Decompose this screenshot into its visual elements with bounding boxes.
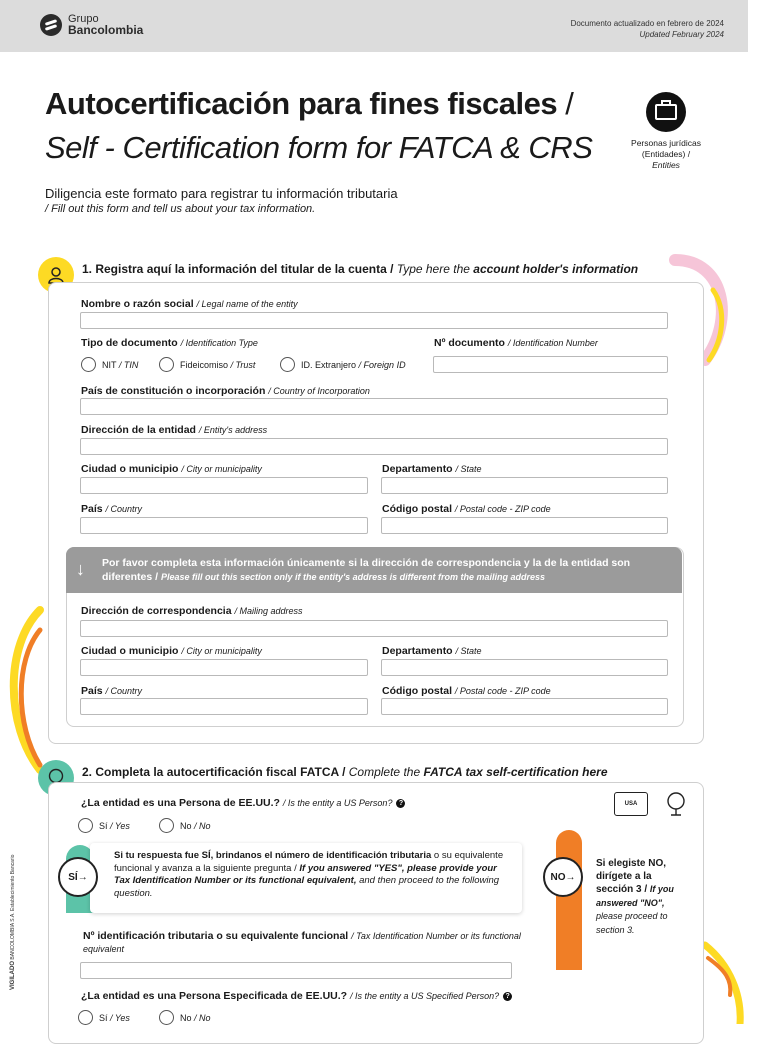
country-incorporation-field[interactable] (80, 398, 668, 415)
radio-foreign-id[interactable]: ID. Extranjero / Foreign ID (280, 357, 406, 372)
section1-title: 1. Registra aquí la información del titular de la cuenta / Type here the account holder's information (82, 262, 639, 276)
doc-number-field[interactable] (433, 356, 668, 373)
no-instructions: Si elegiste NO, dirígete a la sección 3 / If you answered "NO", please proceed to section 3. (596, 858, 674, 935)
postal-code-label: Código postal / Postal code - ZIP code (382, 503, 551, 515)
postal-code-field[interactable] (381, 517, 668, 534)
city-label: Ciudad o municipio / City or municipality (81, 463, 262, 475)
brand-line1: Grupo (68, 13, 99, 25)
doc-type-label: Tipo de documento / Identification Type (81, 337, 258, 349)
mailing-address-field[interactable] (80, 620, 668, 637)
help-icon[interactable]: ? (503, 992, 512, 1001)
logo (40, 14, 143, 36)
globe-outline-icon (664, 790, 688, 818)
state-field[interactable] (381, 477, 668, 494)
radio-us-person-yes[interactable]: Sí / Yes (78, 818, 130, 833)
intro-text: Diligencia este formato para registrar tu información tributaria / Fill out this form and tell us about your tax information. (45, 186, 398, 215)
entity-type-label: Personas jurídicas (Entidades) / Entities (631, 138, 701, 170)
radio-specified-no[interactable]: No / No (159, 1010, 211, 1025)
country-incorporation-label: País de constitución o incorporación / Country of Incorporation (81, 385, 370, 397)
doc-number-label: Nº documento / Identification Number (434, 337, 598, 349)
page-subtitle: Self - Certification form for FATCA & CRS (45, 130, 593, 165)
yes-instructions: Si tu respuesta fue SÍ, brindanos el número de identificación tributaria o su equivalente funcional y avanza a la siguiente pregunta / If you answered "YES", please provide your Tax Identification Number or its functional equivalent, and then proceed to the following question. (114, 850, 504, 899)
side-legal-text: VIGILADO BANCOLOMBIA S.A. Establecimiento Bancario (10, 854, 16, 990)
briefcase-icon (646, 92, 686, 132)
us-person-question: ¿La entidad es una Persona de EE.UU.? / Is the entity a US Person? ? (81, 797, 405, 809)
mailing-country-label: País / Country (81, 685, 143, 697)
usa-map-icon: USA (614, 792, 648, 816)
tin-field[interactable] (80, 962, 512, 979)
radio-trust[interactable]: Fideicomiso / Trust (159, 357, 255, 372)
arrow-down-icon: ↓ (76, 559, 85, 579)
decorative-arc-bottom-right (700, 940, 750, 1024)
country-label: País / Country (81, 503, 143, 515)
mailing-city-field[interactable] (80, 659, 368, 676)
country-field[interactable] (80, 517, 368, 534)
mailing-note-banner: ↓ Por favor completa esta información únicamente si la dirección de correspondencia y la de la entidad son diferentes / Please fill out this section only if the entity's address is different from the mailing address (66, 547, 682, 593)
mailing-city-label: Ciudad o municipio / City or municipality (81, 645, 262, 657)
mailing-country-field[interactable] (80, 698, 368, 715)
mailing-state-field[interactable] (381, 659, 668, 676)
mailing-postal-label: Código postal / Postal code - ZIP code (382, 685, 551, 697)
section2-title: 2. Completa la autocertificación fiscal FATCA / Complete the FATCA tax self-certification here (82, 765, 608, 779)
radio-nit[interactable]: NIT / TIN (81, 357, 138, 372)
legal-name-label: Nombre o razón social / Legal name of the entity (81, 298, 298, 310)
yes-arrow-badge: SÍ → (58, 857, 98, 897)
no-path-bar (556, 830, 582, 970)
state-label: Departamento / State (382, 463, 482, 475)
tin-label: Nº identificación tributaria o su equivalente funcional / Tax Identification Number or its functional equivalent (83, 930, 521, 954)
bancolombia-logo-icon (40, 14, 62, 36)
page-title: Autocertificación para fines fiscales / (45, 86, 574, 121)
legal-name-field[interactable] (80, 312, 668, 329)
us-specified-question: ¿La entidad es una Persona Especificada de EE.UU.? / Is the entity a US Specified Person? ? (81, 990, 512, 1002)
entity-address-field[interactable] (80, 438, 668, 455)
decorative-arc-left (0, 605, 50, 775)
mailing-state-label: Departamento / State (382, 645, 482, 657)
radio-specified-yes[interactable]: Sí / Yes (78, 1010, 130, 1025)
no-arrow-badge: NO → (543, 857, 583, 897)
radio-us-person-no[interactable]: No / No (159, 818, 211, 833)
city-field[interactable] (80, 477, 368, 494)
mailing-address-label: Dirección de correspondencia / Mailing address (81, 605, 303, 617)
mailing-postal-field[interactable] (381, 698, 668, 715)
brand-line2: Bancolombia (68, 23, 144, 37)
update-date: Documento actualizado en febrero de 2024 Updated February 2024 (570, 19, 724, 39)
help-icon[interactable]: ? (396, 799, 405, 808)
entity-address-label: Dirección de la entidad / Entity's address (81, 424, 268, 436)
